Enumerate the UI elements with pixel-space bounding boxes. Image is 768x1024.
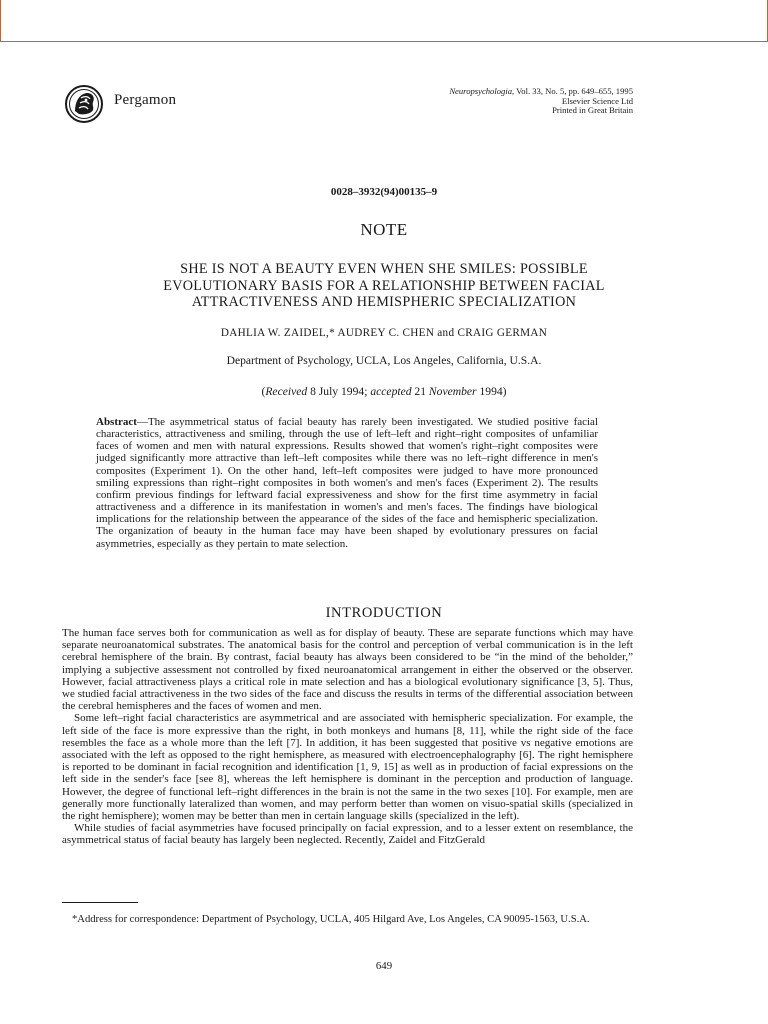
abstract-label: Abstract xyxy=(96,416,137,428)
section-heading-introduction: INTRODUCTION xyxy=(325,605,443,621)
footnote-correspondence: *Address for correspondence: Department of Psychology, UCLA, 405 Hilgard Ave, Los Angeles, CA 90095-1563, U.S.A. xyxy=(72,914,590,925)
accepted-month: November xyxy=(428,385,477,398)
body-paragraph: Some left–right facial characteristics are asymmetrical and are associated with hemispheric specialization. For example, the left side of the face is more expressive than the right, in both monkeys and humans [8, 11], while the right side of the face resembles the face as a whole more than the left [7]. In addition, it has been suggested that positive vs negative emotions are associated with the left as opposed to the right hemisphere, as measured with electroencephalography [6]. The right hemisphere is reported to be dominant in facial recognition and identification [1, 9, 15] as well as in production of facial expressions on the left side in the sender's face [see 8], whereas the left hemisphere is dominant in the perception and production of language. However, the degree of functional left–right differences in the brain is not the same in the two sexes [10]. For example, men are generally more functionally lateralized than women, and may perform better than women on visuo-spatial skills (specialized in the right hemisphere); women may be better than men in certain language skills (specialized in the left). xyxy=(62,712,633,823)
abstract xyxy=(96,416,598,550)
article-doi: 0028–3932(94)00135–9 xyxy=(330,186,438,198)
title-line: EVOLUTIONARY BASIS FOR A RELATIONSHIP BETWEEN FACIAL xyxy=(163,277,605,294)
journal-printed-line: Printed in Great Britain xyxy=(552,105,633,116)
introduction-body xyxy=(62,627,633,847)
accepted-date: 21 xyxy=(411,385,429,398)
body-paragraph: The human face serves both for communication as well as for display of beauty. These are separate functions which may have separate neuroanatomical substrates. The anatomical basis for the control and perception of verbal communication is in the left cerebral hemisphere of the brain. By contrast, facial beauty has always been considered to be “in the mind of the beholder,” implying a subjective assessment not controlled by fixed neuroanatomical arrangement in either the observed or the observer. However, facial attractiveness plays a critical role in mate selection and has a biological evolutionary significance [3, 5]. Thus, we studied facial attractiveness in the two sides of the face and discuss the results in terms of the differential association between the cerebral hemispheres and the faces of women and men. xyxy=(62,627,633,713)
received-label: Received xyxy=(265,385,308,398)
journal-name: Neuropsychologia xyxy=(449,86,513,96)
footnote-divider xyxy=(62,902,138,903)
note-heading: NOTE xyxy=(360,220,408,239)
publisher-name: Pergamon xyxy=(114,92,177,108)
title-line: SHE IS NOT A BEAUTY EVEN WHEN SHE SMILES: POSSIBLE xyxy=(180,261,588,277)
journal-publisher-line: Elsevier Science Ltd xyxy=(561,95,633,106)
pergamon-logo-icon xyxy=(63,84,105,124)
abstract-text: —The asymmetrical status of facial beauty has rarely been investigated. We studied positive facial characteristics, attractiveness and smiling, through the use of left–left and right–right composites of unfamiliar faces of women and men with natural expressions. Results showed that women's right–right composites were judged significantly more attractive than left–left composites while there was no left–right difference in men's composites (Experiment 1). On the other hand, left–left composites were judged to have more pronounced smiling expressions than right–right composites in both women's and men's faces (Experiment 2). The results confirm previous findings for leftward facial expressiveness and show for the first time asymmetry in facial attractiveness and a difference in its manifestation in women's and men's faces. The findings have biological implications for the relationship between the appearance of the sides of the face and hemispheric specialization. The organization of beauty in the human face may have been shaped by evolutionary pressures on facial asymmetries, especially as they pertain to mate selection. xyxy=(96,416,598,550)
author-affiliation: Department of Psychology, UCLA, Los Angeles, California, U.S.A. xyxy=(226,354,542,367)
received-dates xyxy=(0,385,768,398)
journal-citation xyxy=(449,87,633,116)
page-number: 649 xyxy=(375,960,393,972)
received-open: ( xyxy=(261,385,266,398)
received-date: 8 July 1994; xyxy=(307,385,371,398)
body-paragraph: While studies of facial asymmetries have focused principally on facial expression, and to a lesser extent on resemblance, the asymmetrical status of facial beauty has largely been neglected. Recently, Zaidel and FitzGerald xyxy=(62,822,633,847)
article-title xyxy=(90,261,678,311)
title-line: ATTRACTIVENESS AND HEMISPHERIC SPECIALIZATION xyxy=(191,294,577,310)
author-list: DAHLIA W. ZAIDEL,* AUDREY C. CHEN and CRAIG GERMAN xyxy=(220,327,548,339)
accepted-year: 1994) xyxy=(476,385,507,398)
accepted-label: accepted xyxy=(370,385,412,398)
viewer-top-bar xyxy=(0,0,768,42)
journal-volume: , Vol. 33, No. 5, pp. 649–655, 1995 xyxy=(512,86,633,96)
